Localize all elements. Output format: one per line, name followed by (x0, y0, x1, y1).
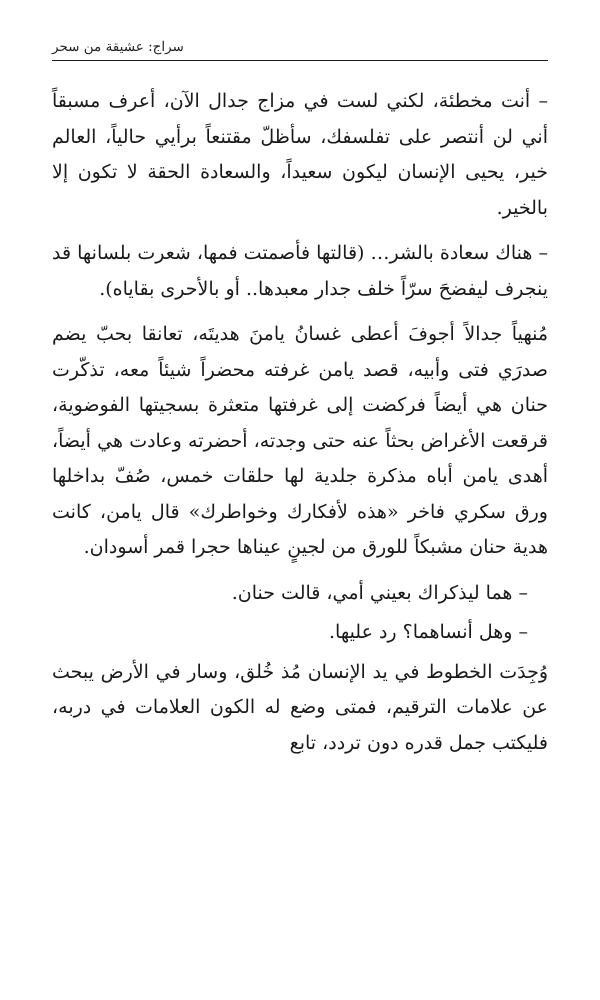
running-header (52, 30, 548, 61)
paragraph-dialogue-happiness-evil: – هناك سعادة بالشر… (قالتها فأصمتت فمها، شعرت بلسانها قد ينجرف ليفضحَ سرّاً خلف جدار معبدها.. أو بالأحرى بقاياه). (52, 242, 548, 300)
paragraph-dialogue-reply: – وهل أنساهما؟ رد عليها. (328, 621, 528, 643)
paragraph-lines-of-fate: وُجِدَت الخطوط في يد الإنسان مُذ خُلق، وسار في الأرض يبحث عن علامات الترقيم، فمتى وضع له الكون العلامات في دربه، فليكتب جمل قدره دون تردد، تابع (52, 660, 548, 754)
body-text (52, 84, 548, 771)
running-header-title: سراج: عشيقة من سحر (52, 38, 184, 55)
paragraph-dialogue-argument: – أنت مخطئة، لكني لست في مزاج جدال الآن، أعرف مسبقاً أني لن أنتصر على تفلسفك، سأظلّ مقتنعاً برأيي حالياً، العالم خير، يحيى الإنسان ليكون سعيداً، والسعادة الحقة لا تكون إلا بالخير. (52, 90, 548, 219)
paragraph-gift-exchange: مُنهياً جدالاً أجوفَ أعطى غسانُ يامنَ هديتَه، تعانقا بحبّ يضم صدرَي فتى وأبيه، قصد يامن غرفته محضراً شيئاً معه، تذكّرت حنان هي أيضاً فركضت إلى غرفتها متعثرة بسجيتها الفوضوية، قرقعت الأغراض بحثاً عنه حتى وجدته، أحضرته وعادت هي أيضاً، أهدى يامن أباه مذكرة جلدية لها حلقات خمس، صُفّ بداخلها ورق سكري فاخر «هذه لأفكارك وخواطرك» قال يامن، كانت هدية حنان مشبكاً للورق من لجينٍ عيناها حجرا قمر أسودان. (52, 323, 548, 558)
paragraph-dialogue-mother-eyes: – هما ليذكراك بعيني أمي، قالت حنان. (231, 581, 528, 604)
